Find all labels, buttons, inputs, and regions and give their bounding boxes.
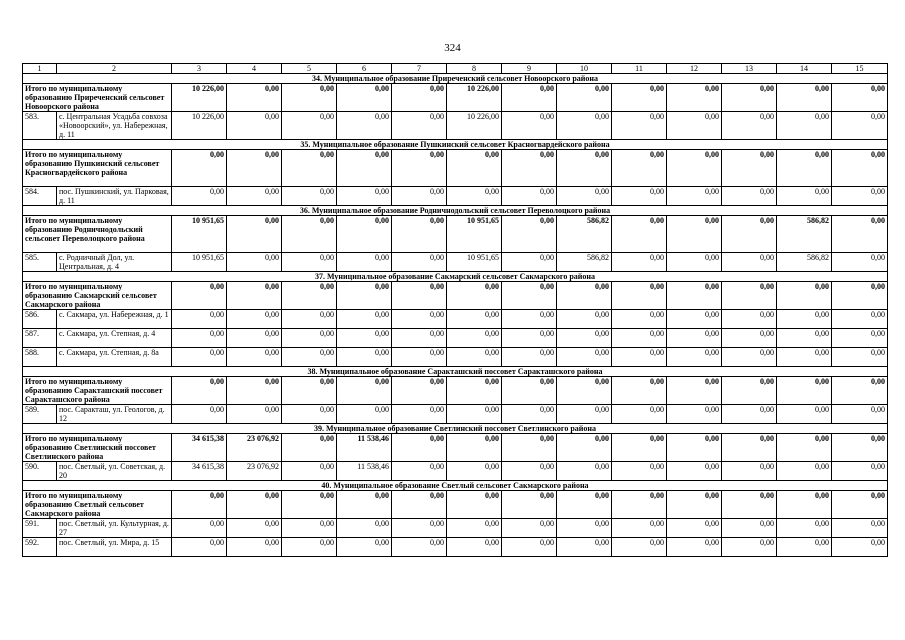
total-value: 0,00	[227, 216, 282, 253]
row-value: 0,00	[282, 187, 337, 206]
table-row	[23, 329, 888, 348]
total-value: 0,00	[227, 282, 282, 310]
total-value: 0,00	[832, 282, 888, 310]
total-value: 0,00	[502, 491, 557, 519]
row-value: 0,00	[557, 112, 612, 140]
row-value: 0,00	[722, 329, 777, 348]
row-value: 0,00	[227, 112, 282, 140]
table-row	[23, 187, 888, 206]
table-row	[23, 519, 888, 538]
section-title-row	[23, 272, 888, 282]
row-address: пос. Саракташ, ул. Геологов, д. 12	[57, 405, 172, 424]
row-value: 0,00	[172, 329, 227, 348]
total-value: 0,00	[227, 491, 282, 519]
row-value: 0,00	[502, 187, 557, 206]
total-value: 0,00	[282, 491, 337, 519]
row-value: 0,00	[832, 112, 888, 140]
total-value: 0,00	[392, 216, 447, 253]
row-number: 585.	[23, 253, 57, 272]
row-address: с. Сакмара, ул. Набережная, д. 1	[57, 310, 172, 329]
total-value: 0,00	[447, 150, 502, 187]
total-value: 0,00	[722, 434, 777, 462]
row-value: 10 226,00	[172, 112, 227, 140]
row-value: 0,00	[447, 310, 502, 329]
total-value: 0,00	[557, 491, 612, 519]
row-value: 0,00	[502, 329, 557, 348]
total-row	[23, 150, 888, 187]
total-value: 10 226,00	[172, 84, 227, 112]
row-number: 583.	[23, 112, 57, 140]
row-value: 0,00	[667, 253, 722, 272]
total-value: 0,00	[447, 377, 502, 405]
row-value: 0,00	[502, 112, 557, 140]
total-value: 0,00	[832, 216, 888, 253]
section-title-row	[23, 206, 888, 216]
row-value: 0,00	[557, 329, 612, 348]
total-value: 0,00	[667, 282, 722, 310]
row-value: 0,00	[337, 538, 392, 557]
total-value: 0,00	[337, 216, 392, 253]
row-value: 586,82	[557, 253, 612, 272]
row-value: 0,00	[832, 348, 888, 367]
row-value: 0,00	[777, 310, 832, 329]
row-value: 0,00	[282, 538, 337, 557]
row-address: пос. Светлый, ул. Культурная, д. 27	[57, 519, 172, 538]
total-value: 0,00	[667, 216, 722, 253]
row-value: 0,00	[502, 310, 557, 329]
section-title-row	[23, 74, 888, 84]
total-value: 0,00	[557, 150, 612, 187]
row-value: 0,00	[777, 187, 832, 206]
total-row	[23, 377, 888, 405]
total-value: 0,00	[667, 84, 722, 112]
row-address: с. Сакмара, ул. Степная, д. 8а	[57, 348, 172, 367]
row-value: 0,00	[502, 462, 557, 481]
row-value: 23 076,92	[227, 462, 282, 481]
row-value: 0,00	[722, 538, 777, 557]
row-number: 589.	[23, 405, 57, 424]
column-header: 5	[282, 64, 337, 74]
total-value: 0,00	[337, 491, 392, 519]
row-value: 0,00	[172, 187, 227, 206]
total-value: 10 951,65	[172, 216, 227, 253]
row-value: 0,00	[227, 519, 282, 538]
row-value: 0,00	[832, 519, 888, 538]
section-title: 36. Муниципальное образование Родничнодольский сельсовет Переволоцкого района	[23, 206, 888, 216]
row-value: 0,00	[722, 310, 777, 329]
total-row	[23, 282, 888, 310]
row-value: 0,00	[832, 187, 888, 206]
row-value: 0,00	[667, 462, 722, 481]
row-value: 0,00	[722, 519, 777, 538]
row-value: 0,00	[832, 329, 888, 348]
row-value: 0,00	[227, 253, 282, 272]
column-header: 2	[57, 64, 172, 74]
row-value: 0,00	[612, 187, 667, 206]
row-value: 0,00	[392, 310, 447, 329]
row-value: 0,00	[722, 187, 777, 206]
row-value: 0,00	[447, 538, 502, 557]
row-value: 0,00	[502, 348, 557, 367]
total-value: 0,00	[392, 377, 447, 405]
total-value: 0,00	[667, 150, 722, 187]
row-value: 0,00	[777, 462, 832, 481]
row-value: 0,00	[557, 348, 612, 367]
row-value: 0,00	[227, 187, 282, 206]
row-value: 0,00	[832, 538, 888, 557]
row-value: 0,00	[392, 519, 447, 538]
column-header: 12	[667, 64, 722, 74]
row-value: 0,00	[722, 405, 777, 424]
total-value: 0,00	[447, 491, 502, 519]
total-value: 0,00	[777, 150, 832, 187]
total-value: 0,00	[447, 434, 502, 462]
row-address: пос. Светлый, ул. Мира, д. 15	[57, 538, 172, 557]
row-value: 0,00	[172, 348, 227, 367]
row-value: 0,00	[392, 253, 447, 272]
table-row	[23, 310, 888, 329]
row-value: 0,00	[282, 462, 337, 481]
row-value: 0,00	[392, 112, 447, 140]
row-value: 0,00	[227, 310, 282, 329]
row-value: 0,00	[612, 519, 667, 538]
row-value: 0,00	[502, 405, 557, 424]
total-row	[23, 84, 888, 112]
total-value: 0,00	[392, 282, 447, 310]
row-value: 0,00	[667, 538, 722, 557]
column-header: 6	[337, 64, 392, 74]
total-value: 0,00	[612, 434, 667, 462]
total-label: Итого по муниципальному образованию Светлинский поссовет Светлинского района	[23, 434, 172, 462]
total-value: 0,00	[502, 216, 557, 253]
total-value: 0,00	[502, 434, 557, 462]
row-value: 0,00	[777, 348, 832, 367]
row-value: 0,00	[722, 462, 777, 481]
row-value: 0,00	[667, 112, 722, 140]
table-row	[23, 538, 888, 557]
total-value: 0,00	[832, 434, 888, 462]
total-label: Итого по муниципальному образованию Саракташский поссовет Саракташского района	[23, 377, 172, 405]
row-value: 0,00	[557, 405, 612, 424]
column-header: 7	[392, 64, 447, 74]
data-table	[22, 63, 888, 557]
total-value: 0,00	[227, 377, 282, 405]
total-value: 0,00	[667, 434, 722, 462]
row-value: 0,00	[282, 405, 337, 424]
total-value: 0,00	[612, 377, 667, 405]
total-value: 0,00	[777, 282, 832, 310]
total-value: 0,00	[282, 216, 337, 253]
row-address: пос. Светлый, ул. Советская, д. 20	[57, 462, 172, 481]
row-value: 0,00	[612, 462, 667, 481]
row-value: 0,00	[392, 187, 447, 206]
total-row	[23, 216, 888, 253]
total-value: 0,00	[832, 84, 888, 112]
total-value: 0,00	[777, 377, 832, 405]
row-value: 0,00	[832, 310, 888, 329]
row-value: 0,00	[612, 310, 667, 329]
section-title: 39. Муниципальное образование Светлинский поссовет Светлинского района	[23, 424, 888, 434]
row-value: 0,00	[392, 538, 447, 557]
row-number: 591.	[23, 519, 57, 538]
row-number: 590.	[23, 462, 57, 481]
row-value: 0,00	[282, 112, 337, 140]
row-value: 0,00	[832, 462, 888, 481]
row-value: 0,00	[667, 187, 722, 206]
total-value: 0,00	[447, 282, 502, 310]
row-value: 0,00	[392, 462, 447, 481]
row-value: 0,00	[612, 538, 667, 557]
row-value: 0,00	[337, 348, 392, 367]
row-value: 0,00	[667, 329, 722, 348]
total-value: 0,00	[502, 282, 557, 310]
total-value: 0,00	[282, 282, 337, 310]
row-number: 592.	[23, 538, 57, 557]
total-value: 0,00	[722, 150, 777, 187]
page-number: 324	[444, 42, 461, 54]
row-value: 0,00	[282, 519, 337, 538]
row-value: 0,00	[667, 310, 722, 329]
total-row	[23, 434, 888, 462]
total-value: 0,00	[392, 434, 447, 462]
row-value: 0,00	[227, 405, 282, 424]
row-value: 0,00	[667, 405, 722, 424]
section-title: 34. Муниципальное образование Приреченский сельсовет Новоорского района	[23, 74, 888, 84]
total-value: 0,00	[282, 84, 337, 112]
row-value: 0,00	[447, 519, 502, 538]
row-value: 0,00	[557, 462, 612, 481]
row-value: 0,00	[502, 253, 557, 272]
total-value: 0,00	[612, 150, 667, 187]
total-value: 0,00	[777, 434, 832, 462]
row-value: 0,00	[612, 329, 667, 348]
row-value: 0,00	[612, 253, 667, 272]
total-value: 0,00	[557, 282, 612, 310]
row-value: 0,00	[337, 112, 392, 140]
total-value: 0,00	[832, 150, 888, 187]
total-value: 0,00	[612, 84, 667, 112]
column-header: 10	[557, 64, 612, 74]
header-row	[23, 64, 888, 74]
row-value: 10 951,65	[447, 253, 502, 272]
row-value: 0,00	[172, 310, 227, 329]
total-value: 10 951,65	[447, 216, 502, 253]
total-value: 0,00	[777, 491, 832, 519]
total-value: 0,00	[557, 434, 612, 462]
column-header: 15	[832, 64, 888, 74]
total-value: 0,00	[172, 150, 227, 187]
row-value: 0,00	[557, 538, 612, 557]
column-header: 11	[612, 64, 667, 74]
row-value: 0,00	[612, 112, 667, 140]
row-value: 0,00	[337, 187, 392, 206]
column-header: 9	[502, 64, 557, 74]
row-value: 0,00	[502, 519, 557, 538]
row-value: 0,00	[337, 329, 392, 348]
table-row	[23, 112, 888, 140]
row-value: 0,00	[447, 348, 502, 367]
row-value: 0,00	[337, 253, 392, 272]
total-label: Итого по муниципальному образованию Сакмарский сельсовет Сакмарского района	[23, 282, 172, 310]
row-address: с. Сакмара, ул. Степная, д. 4	[57, 329, 172, 348]
row-value: 34 615,38	[172, 462, 227, 481]
total-label: Итого по муниципальному образованию Родничнодольский сельсовет Переволоцкого района	[23, 216, 172, 253]
row-value: 0,00	[447, 329, 502, 348]
table-row	[23, 462, 888, 481]
column-header: 4	[227, 64, 282, 74]
column-header: 13	[722, 64, 777, 74]
total-value: 0,00	[337, 84, 392, 112]
section-title: 37. Муниципальное образование Сакмарский сельсовет Сакмарского района	[23, 272, 888, 282]
total-row	[23, 491, 888, 519]
row-value: 0,00	[227, 329, 282, 348]
row-value: 0,00	[777, 112, 832, 140]
total-value: 0,00	[282, 150, 337, 187]
row-value: 0,00	[612, 405, 667, 424]
section-title-row	[23, 367, 888, 377]
total-value: 0,00	[612, 216, 667, 253]
total-value: 0,00	[502, 84, 557, 112]
total-value: 0,00	[722, 491, 777, 519]
row-value: 10 951,65	[172, 253, 227, 272]
section-title-row	[23, 424, 888, 434]
row-number: 588.	[23, 348, 57, 367]
table-body	[23, 64, 888, 557]
row-value: 0,00	[172, 519, 227, 538]
total-value: 586,82	[557, 216, 612, 253]
total-label: Итого по муниципальному образованию Пушкинский сельсовет Красногвардейского района	[23, 150, 172, 187]
row-value: 0,00	[832, 405, 888, 424]
total-value: 0,00	[337, 150, 392, 187]
table-row	[23, 405, 888, 424]
total-label: Итого по муниципальному образованию Светлый сельсовет Сакмарского района	[23, 491, 172, 519]
row-value: 0,00	[392, 405, 447, 424]
row-value: 0,00	[722, 253, 777, 272]
section-title: 40. Муниципальное образование Светлый сельсовет Сакмарского района	[23, 481, 888, 491]
total-value: 0,00	[172, 377, 227, 405]
row-value: 0,00	[722, 112, 777, 140]
row-number: 586.	[23, 310, 57, 329]
total-value: 0,00	[777, 84, 832, 112]
row-value: 0,00	[172, 405, 227, 424]
total-value: 0,00	[557, 377, 612, 405]
total-value: 0,00	[722, 84, 777, 112]
row-value: 0,00	[172, 538, 227, 557]
total-value: 0,00	[722, 377, 777, 405]
row-value: 0,00	[282, 310, 337, 329]
column-header: 3	[172, 64, 227, 74]
row-address: с. Родничный Дол, ул. Центральная, д. 4	[57, 253, 172, 272]
row-value: 0,00	[557, 310, 612, 329]
row-value: 0,00	[337, 405, 392, 424]
total-value: 0,00	[227, 150, 282, 187]
row-value: 0,00	[557, 187, 612, 206]
row-value: 0,00	[282, 253, 337, 272]
total-value: 0,00	[722, 216, 777, 253]
section-title-row	[23, 481, 888, 491]
row-value: 0,00	[447, 405, 502, 424]
total-value: 23 076,92	[227, 434, 282, 462]
row-address: пос. Пушкинский, ул. Парковая, д. 11	[57, 187, 172, 206]
row-value: 0,00	[722, 348, 777, 367]
table-row	[23, 253, 888, 272]
row-value: 10 226,00	[447, 112, 502, 140]
total-value: 0,00	[832, 491, 888, 519]
row-number: 584.	[23, 187, 57, 206]
column-header: 1	[23, 64, 57, 74]
total-value: 0,00	[282, 434, 337, 462]
total-value: 0,00	[557, 84, 612, 112]
row-value: 0,00	[502, 538, 557, 557]
row-value: 0,00	[832, 253, 888, 272]
row-value: 0,00	[667, 519, 722, 538]
row-value: 0,00	[777, 405, 832, 424]
section-title: 35. Муниципальное образование Пушкинский сельсовет Красногвардейского района	[23, 140, 888, 150]
row-value: 0,00	[667, 348, 722, 367]
total-value: 0,00	[392, 150, 447, 187]
section-title: 38. Муниципальное образование Саракташский поссовет Саракташского района	[23, 367, 888, 377]
row-value: 0,00	[337, 519, 392, 538]
total-value: 0,00	[667, 491, 722, 519]
section-title-row	[23, 140, 888, 150]
total-value: 0,00	[392, 84, 447, 112]
total-value: 0,00	[502, 377, 557, 405]
row-value: 0,00	[777, 538, 832, 557]
row-value: 0,00	[392, 329, 447, 348]
total-value: 0,00	[392, 491, 447, 519]
total-value: 0,00	[722, 282, 777, 310]
total-value: 10 226,00	[447, 84, 502, 112]
row-number: 587.	[23, 329, 57, 348]
row-value: 0,00	[777, 519, 832, 538]
row-value: 0,00	[777, 329, 832, 348]
total-value: 0,00	[337, 377, 392, 405]
total-value: 0,00	[172, 491, 227, 519]
row-value: 0,00	[557, 519, 612, 538]
total-value: 0,00	[502, 150, 557, 187]
column-header: 8	[447, 64, 502, 74]
total-value: 0,00	[172, 282, 227, 310]
row-value: 0,00	[392, 348, 447, 367]
total-value: 0,00	[282, 377, 337, 405]
total-value: 586,82	[777, 216, 832, 253]
row-address: с. Центральная Усадьба совхоза «Новоорский», ул. Набережная, д. 11	[57, 112, 172, 140]
total-label: Итого по муниципальному образованию Приреченский сельсовет Новоорского района	[23, 84, 172, 112]
row-value: 0,00	[447, 187, 502, 206]
row-value: 11 538,46	[337, 462, 392, 481]
total-value: 0,00	[612, 282, 667, 310]
total-value: 0,00	[337, 282, 392, 310]
row-value: 0,00	[447, 462, 502, 481]
total-value: 0,00	[612, 491, 667, 519]
row-value: 0,00	[612, 348, 667, 367]
row-value: 0,00	[282, 329, 337, 348]
total-value: 11 538,46	[337, 434, 392, 462]
row-value: 0,00	[227, 348, 282, 367]
total-value: 34 615,38	[172, 434, 227, 462]
row-value: 586,82	[777, 253, 832, 272]
table-row	[23, 348, 888, 367]
total-value: 0,00	[832, 377, 888, 405]
row-value: 0,00	[282, 348, 337, 367]
column-header: 14	[777, 64, 832, 74]
total-value: 0,00	[227, 84, 282, 112]
row-value: 0,00	[227, 538, 282, 557]
total-value: 0,00	[667, 377, 722, 405]
row-value: 0,00	[337, 310, 392, 329]
